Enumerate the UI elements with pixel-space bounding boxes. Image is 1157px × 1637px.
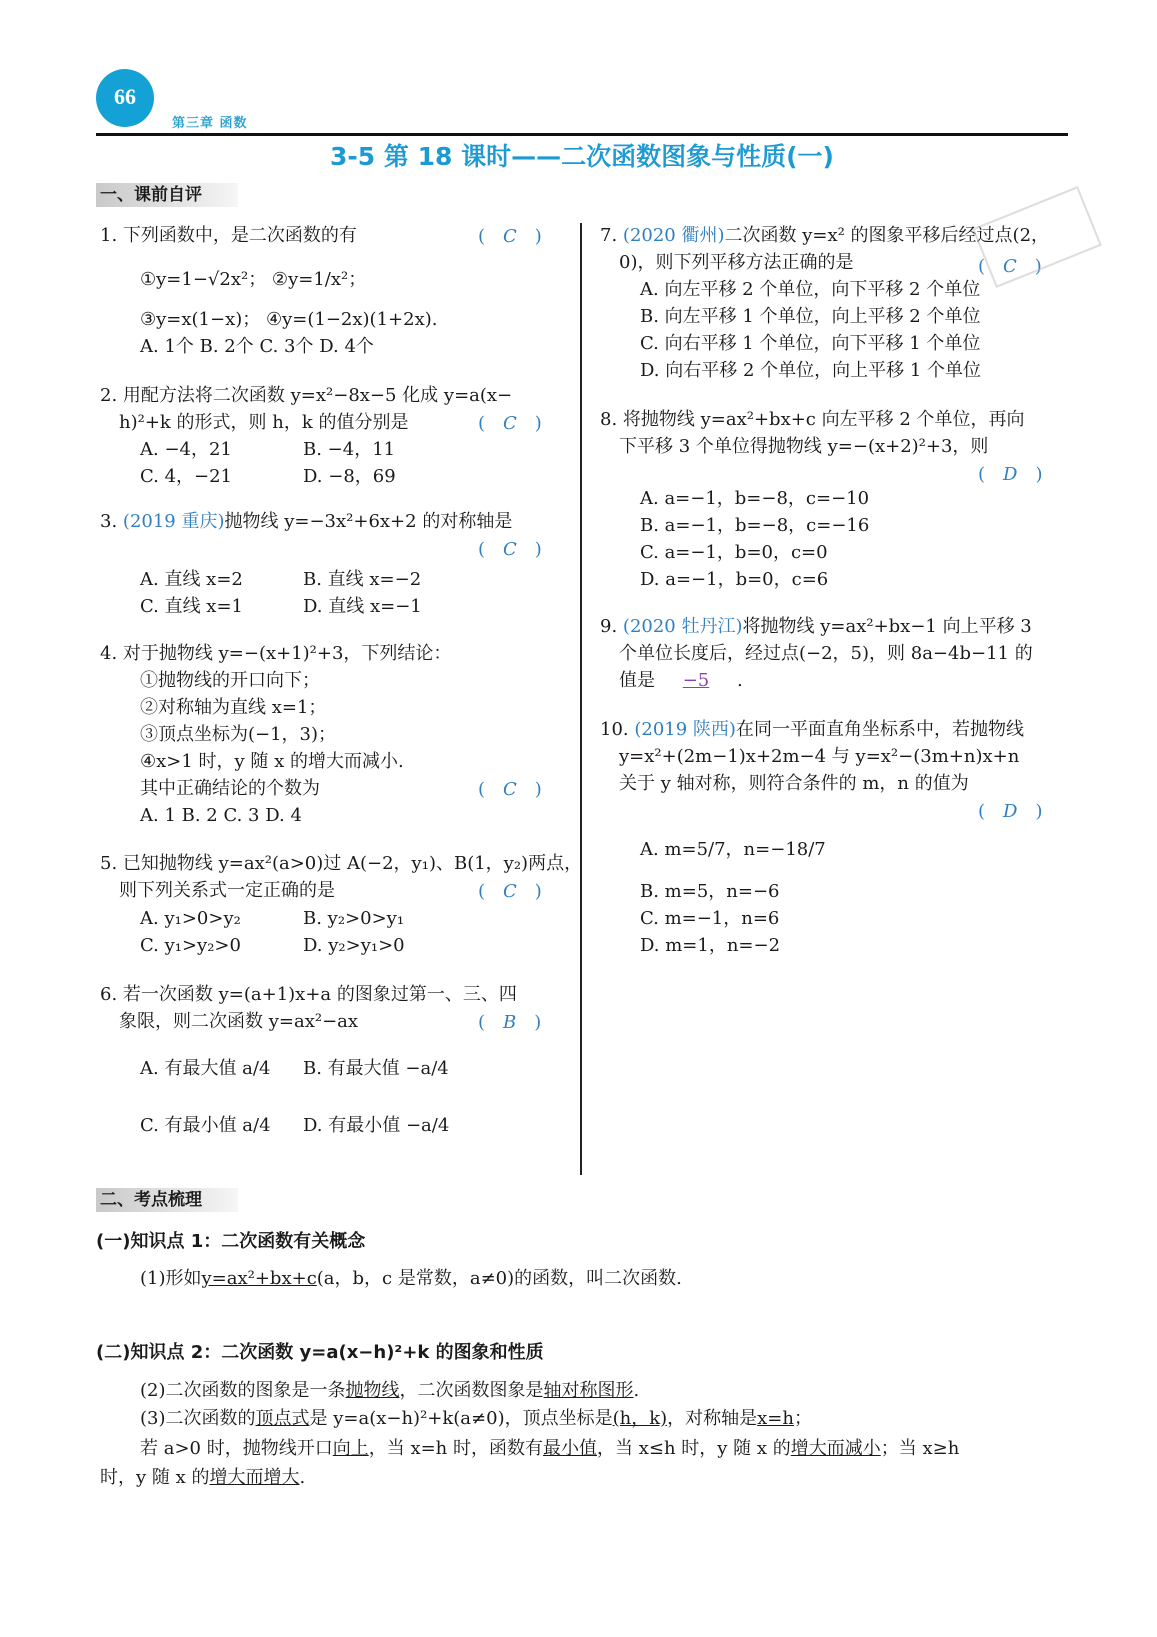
question-4-statement-4: ④x>1 时，y 随 x 的增大而减小. <box>140 751 404 772</box>
knowledge-point-2-line-2 <box>140 1404 812 1434</box>
answer: C <box>503 413 517 434</box>
fill-blank: 最小值 <box>543 1438 597 1459</box>
question-text: 将抛物线 y=ax²+bx−1 向上平移 3 <box>742 616 1032 637</box>
question-7-option-a: A. 向左平移 2 个单位，向下平移 2 个单位 <box>640 279 981 300</box>
question-10-stem-1 <box>600 716 1024 743</box>
text: ，对称轴是 <box>667 1408 758 1429</box>
text: ，二次函数图象是 <box>399 1380 544 1401</box>
question-10-option-c: C. m=−1，n=6 <box>640 908 780 929</box>
question-5-option-c: C. y₁>y₂>0 <box>140 935 241 956</box>
question-number: 10. <box>600 719 629 740</box>
section-header-1 <box>96 183 238 207</box>
question-2-stem-1: 2. 用配方法将二次函数 y=x²−8x−5 化成 y=a(x− <box>100 385 513 406</box>
fill-blank: 轴对称图形 <box>543 1380 634 1401</box>
knowledge-point-1-line <box>140 1264 682 1294</box>
fill-blank: y=ax²+bx+c <box>201 1268 317 1289</box>
question-4-statement-2: ②对称轴为直线 x=1； <box>140 697 327 718</box>
question-8-option-a: A. a=−1，b=−8，c=−10 <box>640 488 870 509</box>
question-6-option-b: B. 有最大值 −a/4 <box>303 1058 449 1079</box>
question-5-stem-1: 5. 已知抛物线 y=ax²(a>0)过 A(−2，y₁)、B(1，y₂)两点， <box>100 853 583 874</box>
question-5-answer-box: ( C ) <box>478 881 542 902</box>
question-2-option-c: C. 4，−21 <box>140 466 233 487</box>
text: ；当 x≥h <box>880 1438 960 1459</box>
question-9-stem-1 <box>600 613 1032 640</box>
question-text: 在同一平面直角坐标系中，若抛物线 <box>735 719 1024 740</box>
question-text: 抛物线 y=−3x²+6x+2 的对称轴是 <box>224 511 513 532</box>
question-10-stem-3: 关于 y 轴对称，则符合条件的 m，n 的值为 <box>619 773 969 794</box>
fill-blank: (h，k) <box>612 1408 668 1429</box>
knowledge-point-2-line-3 <box>140 1434 959 1464</box>
question-source: (2020 衢州) <box>622 225 725 246</box>
question-8-option-b: B. a=−1，b=−8，c=−16 <box>640 515 870 536</box>
question-4-options: A. 1 B. 2 C. 3 D. 4 <box>140 805 302 826</box>
section-header-2 <box>96 1188 238 1212</box>
question-1-line-1: ①y=1−√2x²； ②y=1/x²； <box>140 269 367 290</box>
text: 若 a>0 时，抛物线开口 <box>140 1438 333 1459</box>
question-2-option-d: D. −8，69 <box>303 466 396 487</box>
question-10-option-d: D. m=1，n=−2 <box>640 935 781 956</box>
answer: C <box>503 881 517 902</box>
question-10-option-a: A. m=5/7，n=−18/7 <box>640 839 826 860</box>
question-7-option-d: D. 向右平移 2 个单位，向上平移 1 个单位 <box>640 360 982 381</box>
text: (2)二次函数的图象是一条 <box>140 1380 346 1401</box>
section-title: 二、考点梳理 <box>100 1190 202 1210</box>
question-1-options: A. 1个 B. 2个 C. 3个 D. 4个 <box>140 336 374 357</box>
question-8-stem-2: 下平移 3 个单位得抛物线 y=−(x+2)²+3，则 <box>619 436 989 457</box>
text: ，当 x=h 时，函数有 <box>368 1438 543 1459</box>
question-source: (2019 重庆) <box>122 511 225 532</box>
question-7-option-c: C. 向右平移 1 个单位，向下平移 1 个单位 <box>640 333 981 354</box>
question-5-option-d: D. y₂>y₁>0 <box>303 935 405 956</box>
question-2-option-b: B. −4，11 <box>303 439 396 460</box>
question-6-option-d: D. 有最小值 −a/4 <box>303 1115 450 1136</box>
question-9-stem-3 <box>619 667 743 694</box>
answer: B <box>503 1012 517 1033</box>
fill-blank: 向上 <box>332 1438 369 1459</box>
section-title: 一、课前自评 <box>100 185 202 205</box>
question-end: . <box>737 670 743 691</box>
question-3-option-d: D. 直线 x=−1 <box>303 596 422 617</box>
question-source: (2020 牡丹江) <box>622 616 743 637</box>
question-8-option-d: D. a=−1，b=0，c=6 <box>640 569 829 590</box>
question-3-option-c: C. 直线 x=1 <box>140 596 243 617</box>
fill-blank: 顶点式 <box>255 1408 310 1429</box>
question-4-statement-1: ①抛物线的开口向下； <box>140 670 320 691</box>
answer: C <box>503 226 517 247</box>
text: 是 y=a(x−h)²+k(a≠0)，顶点坐标是 <box>309 1408 613 1429</box>
answer: C <box>503 779 517 800</box>
answer: D <box>1003 464 1018 485</box>
question-source: (2019 陕西) <box>634 719 736 740</box>
fill-blank: x=h <box>757 1408 794 1429</box>
answer: D <box>1003 801 1018 822</box>
header-rule <box>96 133 1068 136</box>
text: ，当 x≤h 时，y 随 x 的 <box>597 1438 791 1459</box>
question-10-stem-2: y=x²+(2m−1)x+2m−4 与 y=x²−(3m+n)x+n <box>619 746 1020 767</box>
question-text: 二次函数 y=x² 的图象平移后经过点(2， <box>724 225 1050 246</box>
question-3-answer-box: ( C ) <box>478 539 542 560</box>
question-6-option-a: A. 有最大值 a/4 <box>140 1058 271 1079</box>
question-text: 值是 <box>619 670 655 691</box>
text: (a，b，c 是常数，a≠0)的函数，叫二次函数. <box>316 1268 682 1289</box>
chapter-label: 第三章 函数 <box>172 116 248 131</box>
text: . <box>299 1467 306 1488</box>
question-1-line-2: ③y=x(1−x)； ④y=(1−2x)(1+2x). <box>140 309 438 330</box>
question-3-option-a: A. 直线 x=2 <box>140 569 243 590</box>
question-6-answer-box: ( B ) <box>478 1012 542 1033</box>
text: (1)形如 <box>140 1268 202 1289</box>
question-7-stem-2: 0)，则下列平移方法正确的是 <box>619 252 854 273</box>
text: . <box>633 1380 640 1401</box>
fill-blank: 抛物线 <box>345 1380 400 1401</box>
question-6-stem-2: 象限，则二次函数 y=ax²−ax <box>119 1011 359 1032</box>
question-5-option-b: B. y₂>0>y₁ <box>303 908 405 929</box>
knowledge-point-2-title: (二)知识点 2：二次函数 y=a(x−h)²+k 的图象和性质 <box>96 1342 544 1363</box>
fill-blank: 增大而减小 <box>790 1438 881 1459</box>
question-10-answer-box: ( D ) <box>978 801 1043 822</box>
question-2-answer-box: ( C ) <box>478 413 542 434</box>
question-2-stem-2: h)²+k 的形式，则 h，k 的值分别是 <box>119 412 409 433</box>
question-4-answer-box: ( C ) <box>478 779 542 800</box>
page-number-badge: 66 <box>96 69 154 127</box>
column-divider <box>580 223 582 1175</box>
question-5-stem-2: 则下列关系式一定正确的是 <box>119 880 335 901</box>
question-number: 3. <box>100 511 118 532</box>
question-1-stem: 1. 下列函数中，是二次函数的有 <box>100 225 357 246</box>
question-1-answer-box: ( C ) <box>478 226 542 247</box>
text: (3)二次函数的 <box>140 1408 256 1429</box>
question-9-stem-2: 个单位长度后，经过点(−2，5)，则 8a−4b−11 的 <box>619 643 1033 664</box>
knowledge-point-1-title: (一)知识点 1：二次函数有关概念 <box>96 1231 366 1252</box>
fill-blank: 增大而增大 <box>209 1467 300 1488</box>
question-number: 9. <box>600 616 618 637</box>
question-5-option-a: A. y₁>0>y₂ <box>140 908 241 929</box>
answer: C <box>503 539 517 560</box>
answer: C <box>1003 256 1017 277</box>
question-7-option-b: B. 向左平移 1 个单位，向上平移 2 个单位 <box>640 306 981 327</box>
page-title: 3-5 第 18 课时——二次函数图象与性质(一) <box>330 142 834 171</box>
question-4-statement-5: 其中正确结论的个数为 <box>140 778 320 799</box>
question-8-stem-1: 8. 将抛物线 y=ax²+bx+c 向左平移 2 个单位，再向 <box>600 409 1025 430</box>
question-3-stem <box>100 508 512 535</box>
knowledge-point-2-line-4 <box>100 1463 305 1493</box>
text: 时，y 随 x 的 <box>100 1467 210 1488</box>
question-4-statement-3: ③顶点坐标为(−1，3)； <box>140 724 337 745</box>
question-10-option-b: B. m=5，n=−6 <box>640 881 780 902</box>
answer-blank: −5 <box>682 670 710 691</box>
question-6-stem-1: 6. 若一次函数 y=(a+1)x+a 的图象过第一、三、四 <box>100 984 517 1005</box>
question-4-stem: 4. 对于抛物线 y=−(x+1)²+3，下列结论： <box>100 643 452 664</box>
question-2-option-a: A. −4，21 <box>140 439 232 460</box>
question-8-answer-box: ( D ) <box>978 464 1043 485</box>
question-number: 7. <box>600 225 618 246</box>
text: ； <box>793 1408 812 1429</box>
question-3-option-b: B. 直线 x=−2 <box>303 569 422 590</box>
question-6-option-c: C. 有最小值 a/4 <box>140 1115 271 1136</box>
question-8-option-c: C. a=−1，b=0，c=0 <box>640 542 828 563</box>
knowledge-point-2-line-1 <box>140 1376 639 1406</box>
question-7-answer-box: ( C ) <box>978 256 1042 277</box>
